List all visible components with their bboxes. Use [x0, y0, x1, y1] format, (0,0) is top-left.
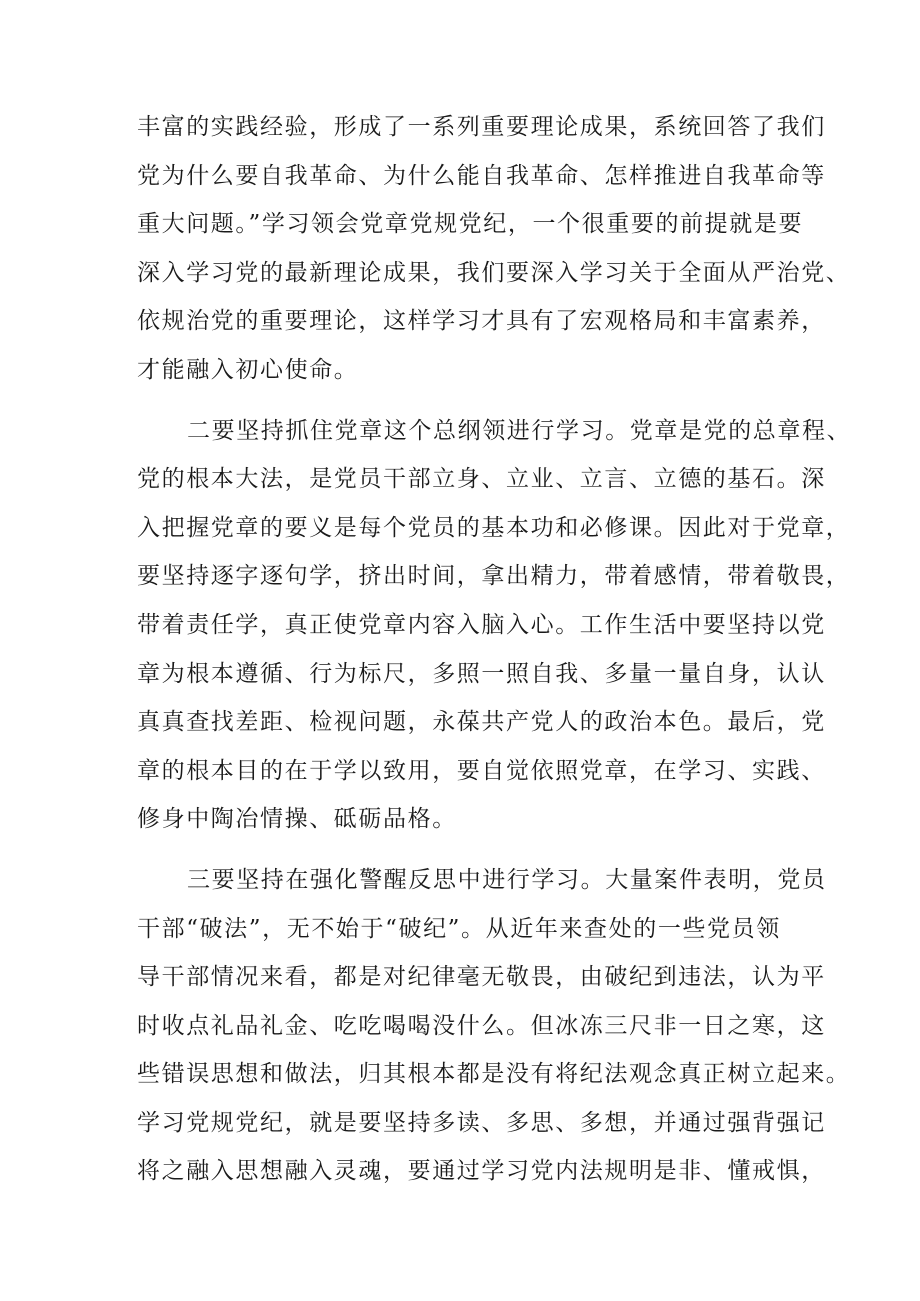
text-line: 三要坚持在强化警醒反思中进行学习。大量案件表明，党员	[187, 866, 827, 893]
text-line: 章为根本遵循、行为标尺，多照一照自我、多量一量自身，认认	[137, 660, 826, 687]
text-line: 章的根本目的在于学以致用，要自觉依照党章，在学习、实践、	[137, 757, 826, 784]
text-line: 才能融入初心使命。	[137, 356, 359, 383]
paragraph-2	[137, 407, 852, 844]
text-line: 修身中陶冶情操、砥砺品格。	[137, 806, 457, 833]
paragraph-1	[137, 103, 851, 395]
text-line: 真真查找差距、检视问题，永葆共产党人的政治本色。最后，党	[137, 709, 826, 736]
text-line: 学习党规党纪，就是要坚持多读、多思、多想，并通过强背强记	[137, 1109, 826, 1136]
text-line: 时收点礼品礼金、吃吃喝喝没什么。但冰冻三尺非一日之寒，这	[137, 1012, 826, 1039]
text-line: 深入学习党的最新理论成果，我们要深入学习关于全面从严治党、	[137, 259, 851, 286]
text-line: 党为什么要自我革命、为什么能自我革命、怎样推进自我革命等	[137, 162, 826, 189]
text-line: 重大问题。”学习领会党章党规党纪，一个很重要的前提就是要	[137, 211, 804, 238]
text-line: 带着责任学，真正使党章内容入脑入心。工作生活中要坚持以党	[137, 611, 826, 638]
text-line: 要坚持逐字逐句学，挤出时间，拿出精力，带着感情，带着敬畏，	[137, 563, 851, 590]
text-line: 将之融入思想融入灵魂，要通过学习党内法规明是非、懂戒惧，	[137, 1158, 826, 1185]
text-line: 些错误思想和做法，归其根本都是没有将纪法观念真正树立起来。	[137, 1061, 851, 1088]
text-line: 入把握党章的要义是每个党员的基本功和必修课。因此对于党章，	[137, 514, 851, 541]
text-line: 干部“破法”，无不始于“破纪”。从近年来查处的一些党员领	[137, 915, 781, 942]
text-line: 二要坚持抓住党章这个总纲领进行学习。党章是党的总章程、	[187, 417, 852, 444]
text-line: 丰富的实践经验，形成了一系列重要理论成果，系统回答了我们	[137, 114, 826, 140]
body-text	[137, 103, 852, 1196]
paragraph-3	[137, 856, 851, 1196]
text-line: 依规治党的重要理论，这样学习才具有了宏观格局和丰富素养，	[137, 308, 826, 335]
text-line: 导干部情况来看，都是对纪律毫无敬畏，由破纪到违法，认为平	[137, 964, 826, 991]
text-line: 党的根本大法，是党员干部立身、立业、立言、立德的基石。深	[137, 466, 826, 493]
